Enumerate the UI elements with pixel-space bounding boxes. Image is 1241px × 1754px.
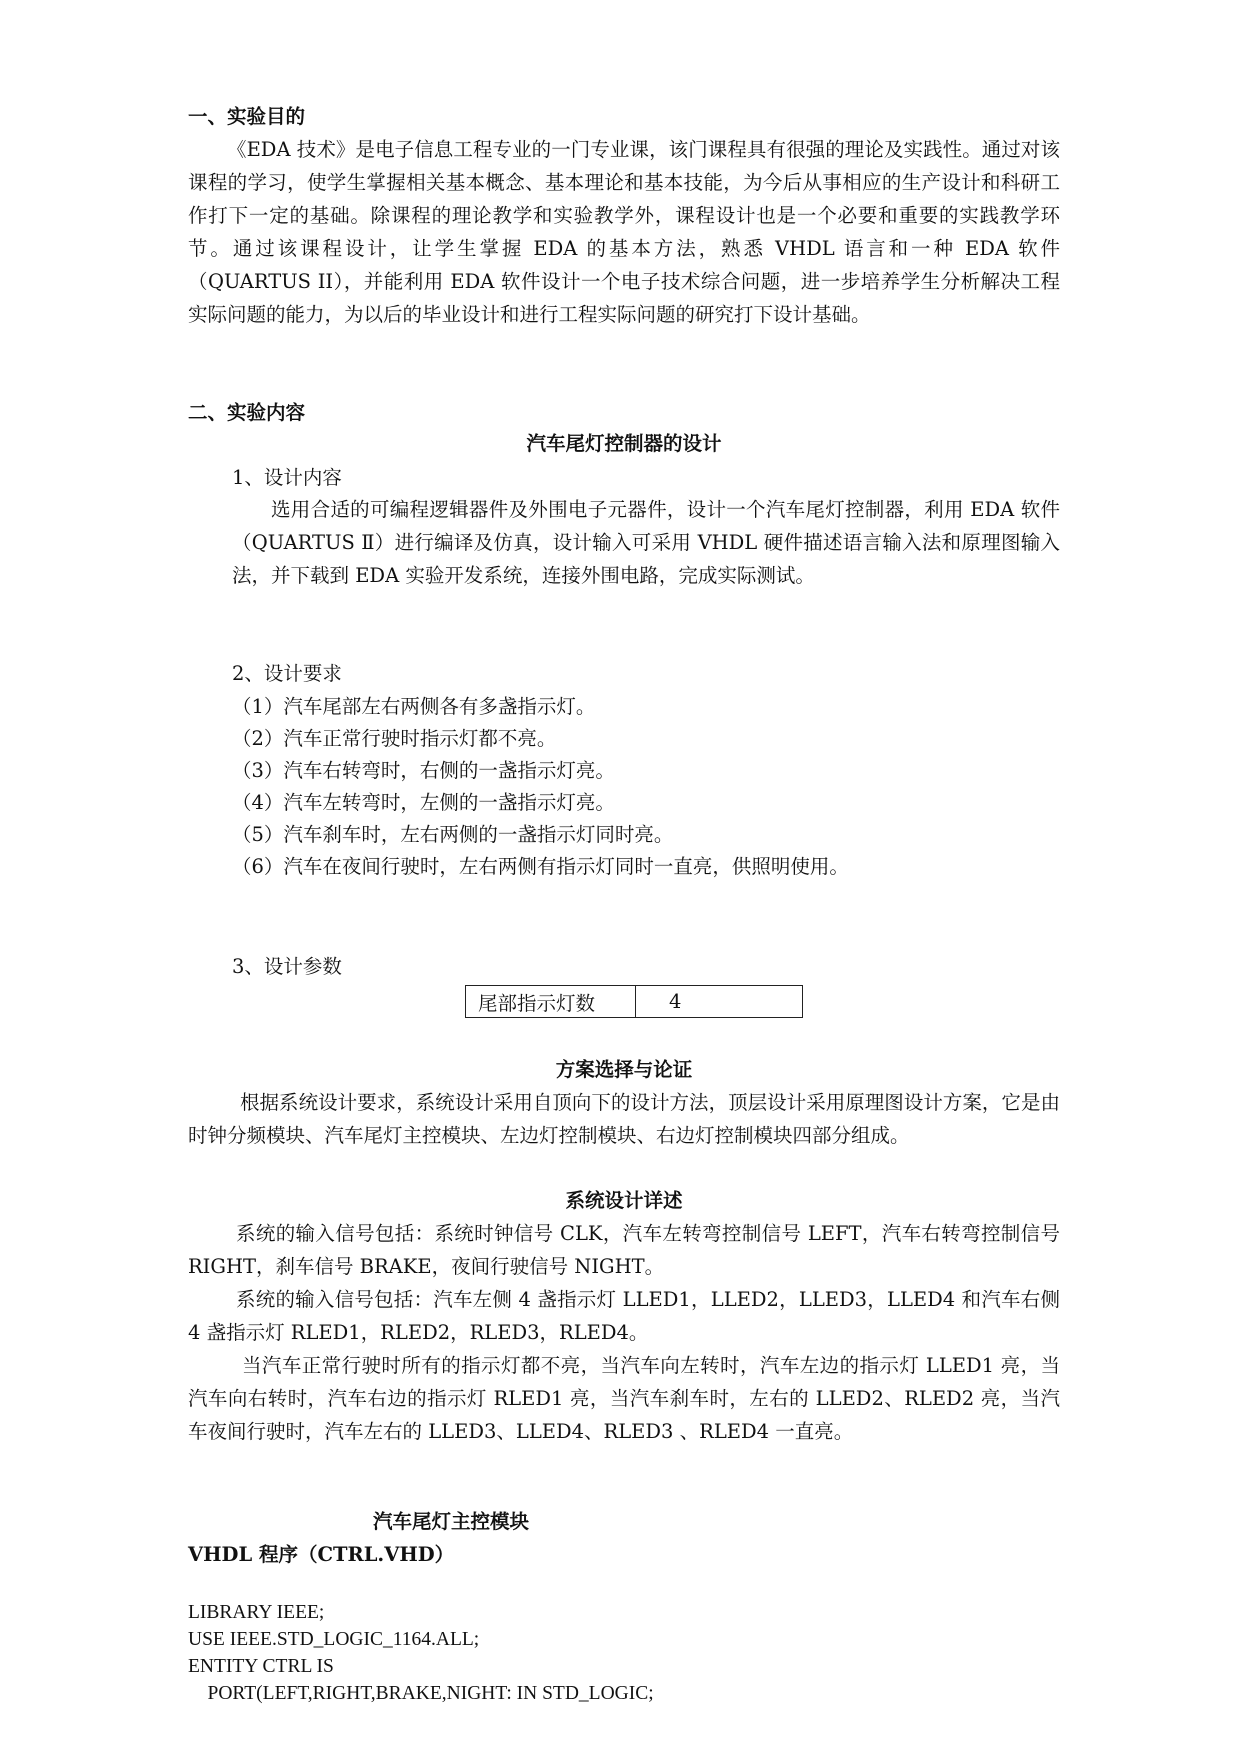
table-row [466, 986, 803, 1018]
requirement-item: （5）汽车刹车时，左右两侧的一盏指示灯同时亮。 [232, 823, 674, 846]
item2-heading: 2、设计要求 [232, 662, 342, 685]
param-label-cell: 尾部指示灯数 [466, 986, 636, 1018]
requirement-item: （4）汽车左转弯时，左侧的一盏指示灯亮。 [232, 791, 615, 814]
item1-text: 选用合适的可编程逻辑器件及外围电子元器件，设计一个汽车尾灯控制器，利用 EDA 软件（QUARTUS Ⅱ）进行编译及仿真，设计输入可采用 VHDL 硬件描述语言输入法和原理图输入法，并下载到 EDA 实验开发系统，连接外围电路，完成实际测试。 [232, 498, 1060, 587]
purpose-paragraph: 《EDA 技术》是电子信息工程专业的一门专业课，该门课程具有很强的理论及实践性。通过对该课程的学习，使学生掌握相关基本概念、基本理论和基本技能，为今后从事相应的生产设计和科研工作打下一定的基础。除课程的理论教学和实验教学外，课程设计也是一个必要和重要的实践教学环节。通过该课程设计，让学生掌握 EDA 的基本方法，熟悉 VHDL 语言和一种 EDA 软件（QUARTUS II），并能利用 EDA 软件设计一个电子技术综合问题，进一步培养学生分析解决工程实际问题的能力，为以后的毕业设计和进行工程实际问题的研究打下设计基础。 [188, 138, 1060, 326]
system-paragraph-3: 当汽车正常行驶时所有的指示灯都不亮，当汽车向左转时，汽车左边的指示灯 LLED1 亮，当汽车向右转时，汽车右边的指示灯 RLED1 亮，当汽车刹车时，左右的 LLED2、RLED2 亮，当汽车夜间行驶时，汽车左右的 LLED3、LLED4、RLED3 、RLED4 一直亮。 [188, 1354, 1060, 1443]
scheme-title: 方案选择与论证 [555, 1058, 693, 1081]
code-line: USE IEEE.STD_LOGIC_1164.ALL; [188, 1629, 480, 1650]
system-title: 系统设计详述 [565, 1189, 683, 1212]
code-line: LIBRARY IEEE; [188, 1602, 325, 1623]
section-heading-content: 二、实验内容 [188, 401, 306, 424]
code-line: ENTITY CTRL IS [188, 1656, 334, 1677]
system-paragraph-2: 系统的输入信号包括：汽车左侧 4 盏指示灯 LLED1，LLED2，LLED3，LLED4 和汽车右侧 4 盏指示灯 RLED1，RLED2，RLED3，RLED4。 [188, 1288, 1060, 1344]
code-line: PORT(LEFT,RIGHT,BRAKE,NIGHT: IN STD_LOGIC; [188, 1683, 654, 1704]
module-title: 汽车尾灯主控模块 [373, 1510, 530, 1533]
section-heading-purpose: 一、实验目的 [188, 105, 306, 128]
item1-heading: 1、设计内容 [232, 466, 342, 489]
item3-heading: 3、设计参数 [232, 955, 342, 978]
param-value-cell: 4 [636, 986, 803, 1018]
requirement-item: （2）汽车正常行驶时指示灯都不亮。 [232, 727, 557, 750]
scheme-paragraph: 根据系统设计要求，系统设计采用自顶向下的设计方法，顶层设计采用原理图设计方案，它是由时钟分频模块、汽车尾灯主控模块、左边灯控制模块、右边灯控制模块四部分组成。 [188, 1091, 1060, 1147]
design-title: 汽车尾灯控制器的设计 [526, 432, 722, 455]
system-paragraph-1: 系统的输入信号包括：系统时钟信号 CLK，汽车左转弯控制信号 LEFT，汽车右转弯控制信号 RIGHT，刹车信号 BRAKE，夜间行驶信号 NIGHT。 [188, 1222, 1060, 1278]
requirement-item: （6）汽车在夜间行驶时，左右两侧有指示灯同时一直亮，供照明使用。 [232, 855, 849, 878]
requirement-item: （1）汽车尾部左右两侧各有多盏指示灯。 [232, 695, 596, 718]
param-table [465, 985, 803, 1018]
program-label: VHDL 程序（CTRL.VHD） [188, 1543, 455, 1566]
requirement-item: （3）汽车右转弯时，右侧的一盏指示灯亮。 [232, 759, 615, 782]
